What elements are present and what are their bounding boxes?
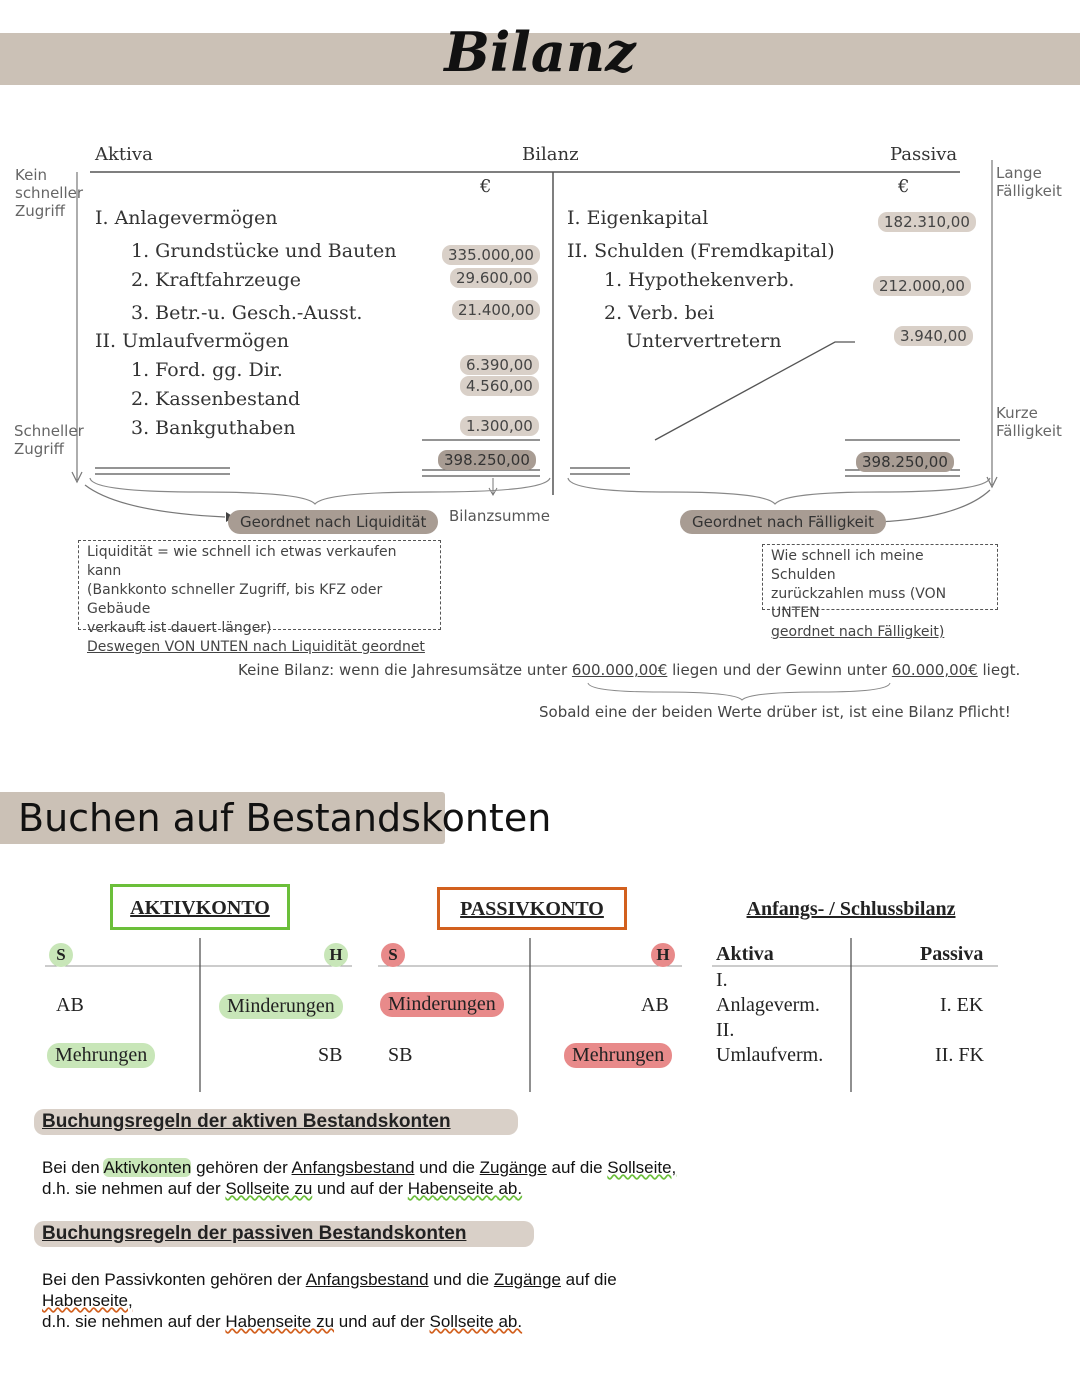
term-anfangsbestand: Anfangsbestand <box>305 1270 429 1289</box>
aktiva-row-label: 3. Betr.-u. Gesch.-Ausst. <box>131 302 363 324</box>
currency-right: € <box>898 176 910 197</box>
term-sollseite-zu: Sollseite zu <box>225 1179 313 1198</box>
rule-text: Keine Bilanz: wenn die Jahresumsätze unter <box>238 661 572 679</box>
passiva-value: 182.310,00 <box>878 212 976 232</box>
term-sollseite-ab: Sollseite ab. <box>429 1312 523 1331</box>
rule-passive-heading: Buchungsregeln der passiven Bestandskonten <box>42 1223 467 1244</box>
bilanz-header-aktiva: Aktiva <box>95 144 153 165</box>
passiva-value: 3.940,00 <box>894 326 973 346</box>
rule-active-line1 <box>42 1157 676 1178</box>
passivkonto-ab: AB <box>641 994 669 1016</box>
passivkonto-minderungen: Minderungen <box>380 992 504 1017</box>
anfangsbilanz-left-item: Umlaufverm. <box>716 1044 824 1066</box>
aktiva-value: 4.560,00 <box>460 376 539 396</box>
side-note-schneller-zugriff: Schneller Zugriff <box>14 422 84 458</box>
note-line: verkauft ist dauert länger) <box>87 620 272 636</box>
tag-geordnet-nach-faelligkeit: Geordnet nach Fälligkeit <box>680 510 886 534</box>
aktiva-total: 398.250,00 <box>438 450 536 470</box>
term-habenseite-ab: Habenseite ab. <box>407 1179 523 1198</box>
note-line: Deswegen VON UNTEN nach Liquidität geordnet <box>87 639 425 655</box>
bilanz-rule <box>238 661 1020 679</box>
rule-active-text <box>42 1157 676 1199</box>
bilanz-rule-followup: Sobald eine der beiden Werte drüber ist, ist eine Bilanz Pflicht! <box>539 703 1011 721</box>
anfangsbilanz-passiva-header: Passiva <box>920 943 984 965</box>
rule-amount-gewinn: 60.000,00€ <box>891 661 978 679</box>
aktiva-row-label: 2. Kassenbestand <box>131 388 301 410</box>
aktivkonto-minderungen: Minderungen <box>219 994 343 1019</box>
text: auf die <box>560 1270 617 1289</box>
aktiva-row-label: II. Umlaufvermögen <box>95 330 289 352</box>
note-line: geordnet nach Fälligkeit) <box>771 624 945 640</box>
passiva-row-label: I. Eigenkapital <box>567 207 709 229</box>
text: und auf der <box>334 1312 430 1331</box>
passiva-row-label: 1. Hypothekenverb. <box>604 269 795 291</box>
term-zugaenge: Zugänge <box>479 1158 547 1177</box>
rule-text: liegt. <box>977 661 1021 679</box>
text: und auf der <box>312 1179 408 1198</box>
currency-left: € <box>480 176 492 197</box>
anfangsbilanz-label: Anfangs- / Schlussbilanz <box>746 898 956 920</box>
term-anfangsbestand: Anfangsbestand <box>291 1158 415 1177</box>
note-line: Liquidität = wie schnell ich etwas verkaufen kann <box>87 544 397 579</box>
passivkonto-mehrungen: Mehrungen <box>564 1043 672 1068</box>
aktiva-row-label: I. Anlagevermögen <box>95 207 278 229</box>
text: und die <box>428 1270 494 1289</box>
bilanzsumme-label: Bilanzsumme <box>449 507 550 525</box>
rule-passive-text <box>42 1269 617 1332</box>
rule-passive-line2 <box>42 1290 617 1311</box>
aktiva-row-label: 2. Kraftfahrzeuge <box>131 269 302 291</box>
term-sollseite: Sollseite, <box>607 1158 677 1177</box>
aktivkonto-haben: H <box>324 943 348 967</box>
side-note-lange-faelligkeit: Lange Fälligkeit <box>996 164 1062 200</box>
aktivkonto-ab: AB <box>56 994 84 1016</box>
note-faelligkeit <box>762 544 998 640</box>
text: Bei den Passivkonten gehören der <box>42 1270 306 1289</box>
note-line: (Bankkonto schneller Zugriff, bis KFZ oder Gebäude <box>87 582 383 617</box>
term-habenseite-zu: Habenseite zu <box>225 1312 335 1331</box>
side-note-kurze-faelligkeit: Kurze Fälligkeit <box>996 404 1062 440</box>
rule-active-line2 <box>42 1178 676 1199</box>
aktiva-value: 335.000,00 <box>442 245 540 265</box>
aktivkonto-mehrungen: Mehrungen <box>47 1043 155 1068</box>
highlight-aktivkonten: Aktivkonten <box>103 1158 192 1177</box>
rule-amount-umsatz: 600.000,00€ <box>571 661 668 679</box>
text: und die <box>414 1158 480 1177</box>
passiva-row-label: Untervertretern <box>626 330 782 352</box>
aktiva-value: 21.400,00 <box>452 300 540 320</box>
anfangsbilanz-left-item: Anlageverm. <box>716 994 820 1016</box>
anfangsbilanz-right-item: II. FK <box>935 1044 984 1066</box>
passivkonto-soll: S <box>381 943 405 967</box>
aktiva-value: 1.300,00 <box>460 416 539 436</box>
note-line: Wie schnell ich meine Schulden <box>771 548 924 583</box>
passiva-row-label: 2. Verb. bei <box>604 302 715 324</box>
text: gehören der <box>191 1158 292 1177</box>
passiva-total: 398.250,00 <box>856 452 954 472</box>
aktiva-row-label: 1. Grundstücke und Bauten <box>131 240 397 262</box>
rule-passive-line1 <box>42 1269 617 1290</box>
aktiva-value: 6.390,00 <box>460 355 539 375</box>
rule-text: liegen und der Gewinn unter <box>667 661 892 679</box>
aktiva-row-label: 3. Bankguthaben <box>131 417 296 439</box>
aktivkonto-soll: S <box>49 943 73 967</box>
passivkonto-sb: SB <box>388 1044 413 1066</box>
text: d.h. sie nehmen auf der <box>42 1312 226 1331</box>
aktiva-value: 29.600,00 <box>450 268 538 288</box>
aktivkonto-label: AKTIVKONTO <box>130 897 270 919</box>
anfangsbilanz-left-item: II. <box>716 1019 735 1041</box>
rule-passive-line3 <box>42 1311 617 1332</box>
text: auf die <box>546 1158 608 1177</box>
note-line: zurückzahlen muss (VON UNTEN <box>771 586 947 621</box>
side-note-kein-schneller-zugriff: Kein schneller Zugriff <box>15 166 84 220</box>
page-title: Bilanz <box>444 20 636 84</box>
anfangsbilanz-aktiva-header: Aktiva <box>716 943 774 965</box>
tag-geordnet-nach-liquiditaet: Geordnet nach Liquidität <box>228 510 438 534</box>
passivkonto-haben: H <box>651 943 675 967</box>
t-account-lines <box>0 930 1080 1100</box>
passiva-row-label: II. Schulden (Fremdkapital) <box>567 240 835 262</box>
term-habenseite: Habenseite, <box>42 1291 133 1310</box>
passivkonto-label: PASSIVKONTO <box>460 898 604 920</box>
text: d.h. sie nehmen auf der <box>42 1179 226 1198</box>
bilanz-header-center: Bilanz <box>522 144 579 165</box>
bilanz-header-passiva: Passiva <box>890 144 958 165</box>
aktivkonto-sb: SB <box>318 1044 343 1066</box>
passiva-value: 212.000,00 <box>873 276 971 296</box>
rule-active-heading: Buchungsregeln der aktiven Bestandskonten <box>42 1111 451 1132</box>
aktiva-row-label: 1. Ford. gg. Dir. <box>131 359 283 381</box>
note-liquiditaet <box>78 540 441 655</box>
anfangsbilanz-right-item: I. EK <box>940 994 984 1016</box>
term-zugaenge: Zugänge <box>493 1270 561 1289</box>
section-title: Buchen auf Bestandskonten <box>18 796 552 840</box>
anfangsbilanz-left-item: I. <box>716 969 728 991</box>
text: Bei den <box>42 1158 104 1177</box>
